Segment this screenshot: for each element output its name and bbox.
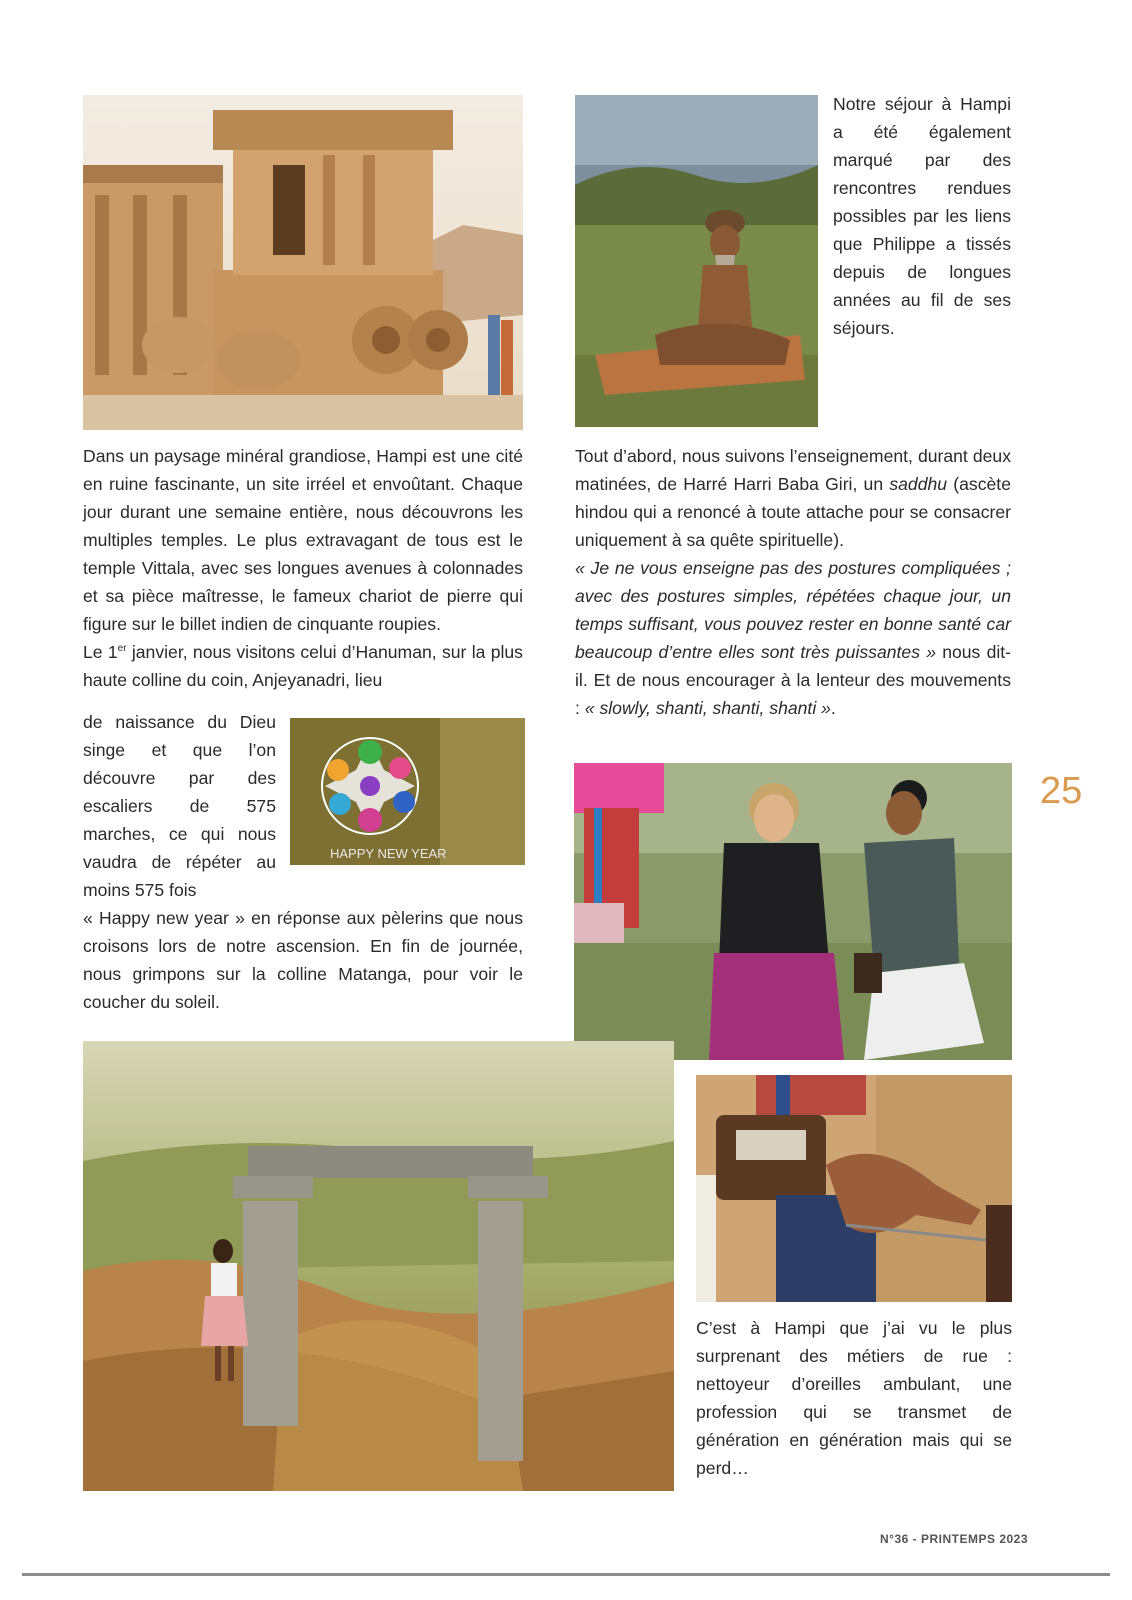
saddhu-quote-paragraph xyxy=(575,554,1011,722)
date-day: Le 1 xyxy=(83,642,118,662)
rangoli-caption: HAPPY NEW YEAR xyxy=(330,846,447,861)
date-sup: er xyxy=(117,643,127,655)
saddhu-intro: Tout d’abord, nous suivons l’enseignement, durant deux matinées, de Harré Harri Baba Giri, un xyxy=(575,446,1011,494)
ear-cleaner-tools-photo xyxy=(696,1075,1012,1302)
footer-rule xyxy=(22,1573,1110,1576)
hampi-paragraph: Dans un paysage minéral grandiose, Hampi est une cité en ruine fascinante, un site irréel et envoûtant. Chaque jour durant une semaine entière, nous découvrons les multiples temples. Le plus extravagant de tous est le temple Vittala, avec ses longues avenues à colonnades et sa pièce maîtresse, le fameux chariot de pierre qui figure sur le billet indien de cinquante roupies. xyxy=(83,446,523,634)
saddhu-after-quote: nous dit-il. Et de nous encourager à la lenteur des mouvements : xyxy=(575,642,1012,718)
saddhu-quote: « Je ne vous enseigne pas des postures compliquées ; avec des postures simples, répétées chaque jour, un temps suffisant, vous pouvez rester en bonne santé car beaucoup d’entre elles sont très puissantes » xyxy=(575,558,1011,662)
stone-chariot-photo xyxy=(83,95,523,430)
hanuman-end: « Happy new year » en réponse aux pèlerins que nous croisons lors de notre ascension. En fin de journée, nous grimpons sur la colline Matanga, pour voir le coucher du soleil. xyxy=(83,908,523,1012)
saddhu-term: saddhu xyxy=(889,474,948,494)
hanuman-paragraph-start xyxy=(83,638,523,694)
ear-cleaner-photo xyxy=(574,763,1012,1060)
saddhu-definition: (ascète hindou qui a renoncé à toute attache pour se consacrer uniquement à sa quête spirituelle). xyxy=(575,474,1011,550)
hanuman-text: janvier, nous visitons celui d’Hanuman, sur la plus haute colline du coin, Anjeyanadri, lieu xyxy=(83,642,523,690)
rangoli-photo xyxy=(290,718,525,865)
hanuman-wrap: de naissance du Dieu singe et que l’on découvre par des escaliers de 575 marches, ce qui nous vaudra de répéter au moins 575 fois xyxy=(83,712,276,900)
saddhu-paragraph xyxy=(575,442,1011,554)
column-1-text xyxy=(83,442,523,694)
ear-cleaner-text: C’est à Hampi que j’ai vu le plus surprenant des métiers de rue : nettoyeur d’oreilles ambulant, une profession qui se transmet de génération en génération mais qui se perd… xyxy=(696,1318,1012,1478)
column-2-text xyxy=(575,442,1011,722)
saddhu-end: . xyxy=(830,698,836,718)
column-1-wrap-text xyxy=(83,708,276,904)
saddhu-meditating-photo xyxy=(575,95,818,427)
stone-gate-photo xyxy=(83,1041,674,1491)
page-number: 25 xyxy=(1040,770,1083,812)
intro-encounters-text: Notre séjour à Hampi a été également marqué par des rencontres rendues possibles par les liens que Philippe a tissés depuis de longues années au fil de ses séjours. xyxy=(833,94,1011,338)
column-1-end-text xyxy=(83,904,523,1016)
saddhu-chant: « slowly, shanti, shanti, shanti » xyxy=(584,698,831,718)
issue-footer: N°36 - PRINTEMPS 2023 xyxy=(880,1532,1029,1546)
